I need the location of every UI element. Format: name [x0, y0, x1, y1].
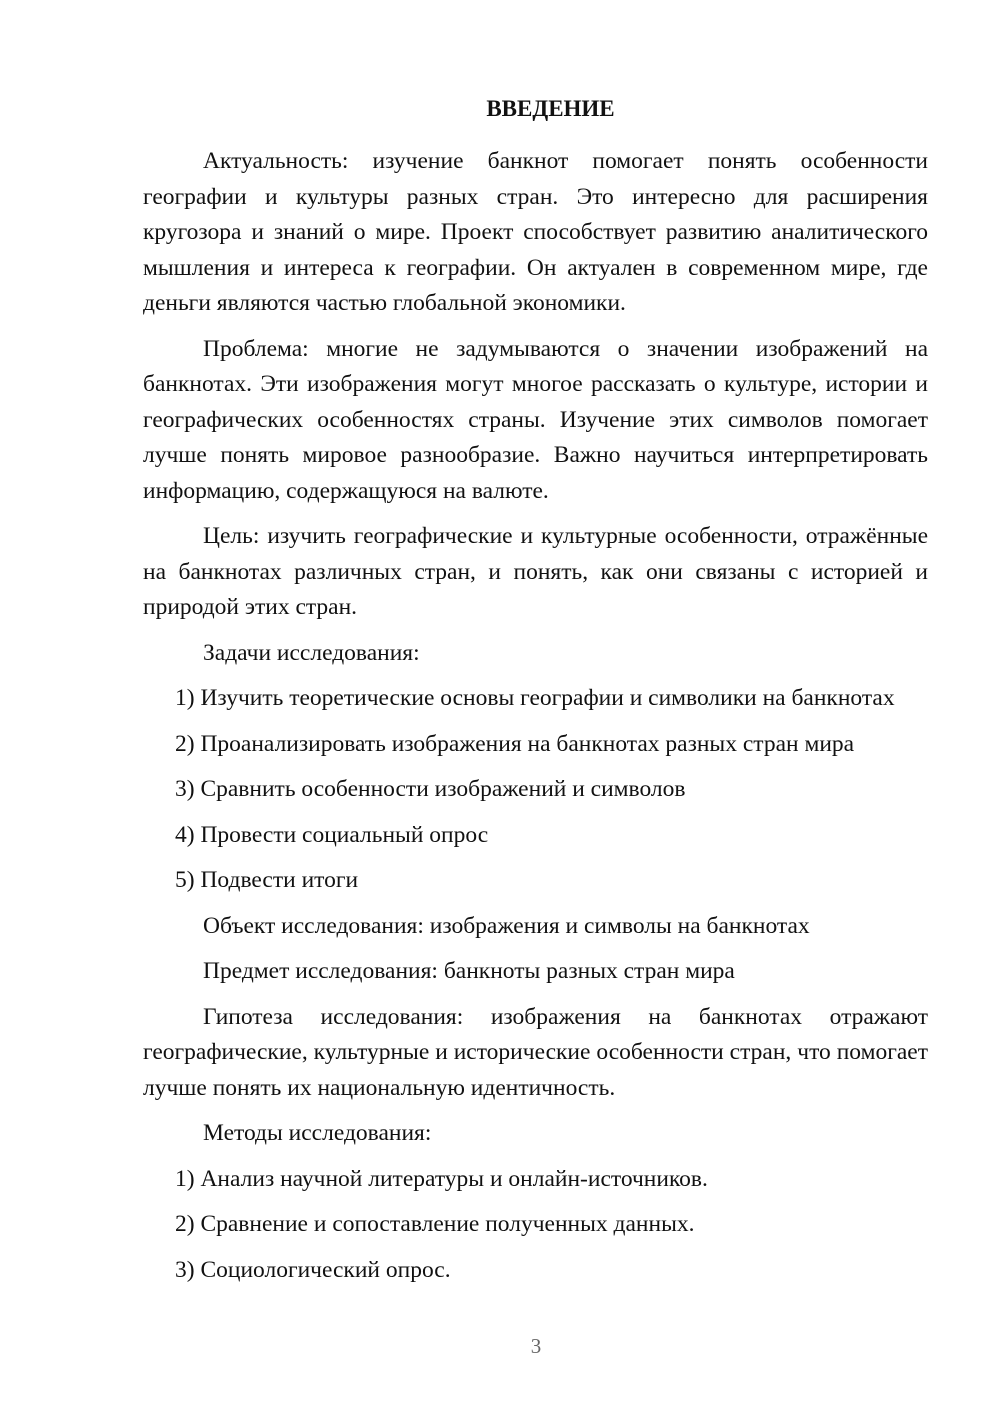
hypothesis-paragraph: Гипотеза исследования: изображения на банкнотах отражают географические, культурные и исторические особенности стран, что помогает лучше понять их национальную идентичность. [143, 1003, 928, 1101]
problem-paragraph: Проблема: многие не задумываются о значении изображений на банкнотах. Эти изображения могут многое рассказать о культуре, истории и географических особенностях страны. Изучение этих символов помогает лучше понять мировое разнообразие. Важно научиться интерпретировать информацию, содержащуюся на валюте. [143, 335, 928, 504]
document-page [143, 92, 928, 1298]
method-item: 2) Сравнение и сопоставление полученных данных. [175, 1211, 695, 1237]
method-item: 3) Социологический опрос. [175, 1256, 451, 1283]
method-item: 1) Анализ научной литературы и онлайн-источников. [175, 1165, 708, 1192]
relevance-paragraph: Актуальность: изучение банкнот помогает понять особенности географии и культуры разных стран. Это интересно для расширения кругозора и знаний о мире. Проект способствует развитию аналитического мышления и интереса к географии. Он актуален в современном мире, где деньги являются частью глобальной экономики. [143, 148, 928, 316]
task-item: 4) Провести социальный опрос [175, 821, 489, 848]
page-number: 3 [530, 1334, 542, 1358]
section-title: ВВЕДЕНИЕ [486, 96, 615, 121]
task-item: 1) Изучить теоретические основы географии и символики на банкнотах [175, 685, 895, 711]
methods-heading: Методы исследования: [203, 1120, 432, 1146]
object-line: Объект исследования: изображения и символы на банкнотах [203, 912, 810, 939]
task-item: 3) Сравнить особенности изображений и символов [175, 776, 686, 802]
task-item: 5) Подвести итоги [175, 867, 359, 893]
task-item: 2) Проанализировать изображения на банкнотах разных стран мира [175, 730, 855, 757]
goal-paragraph: Цель: изучить географические и культурные особенности, отражённые на банкнотах различных стран, и понять, как они связаны с историей и природой этих стран. [143, 523, 928, 620]
subject-line: Предмет исследования: банкноты разных стран мира [203, 958, 735, 984]
tasks-heading: Задачи исследования: [203, 639, 420, 666]
